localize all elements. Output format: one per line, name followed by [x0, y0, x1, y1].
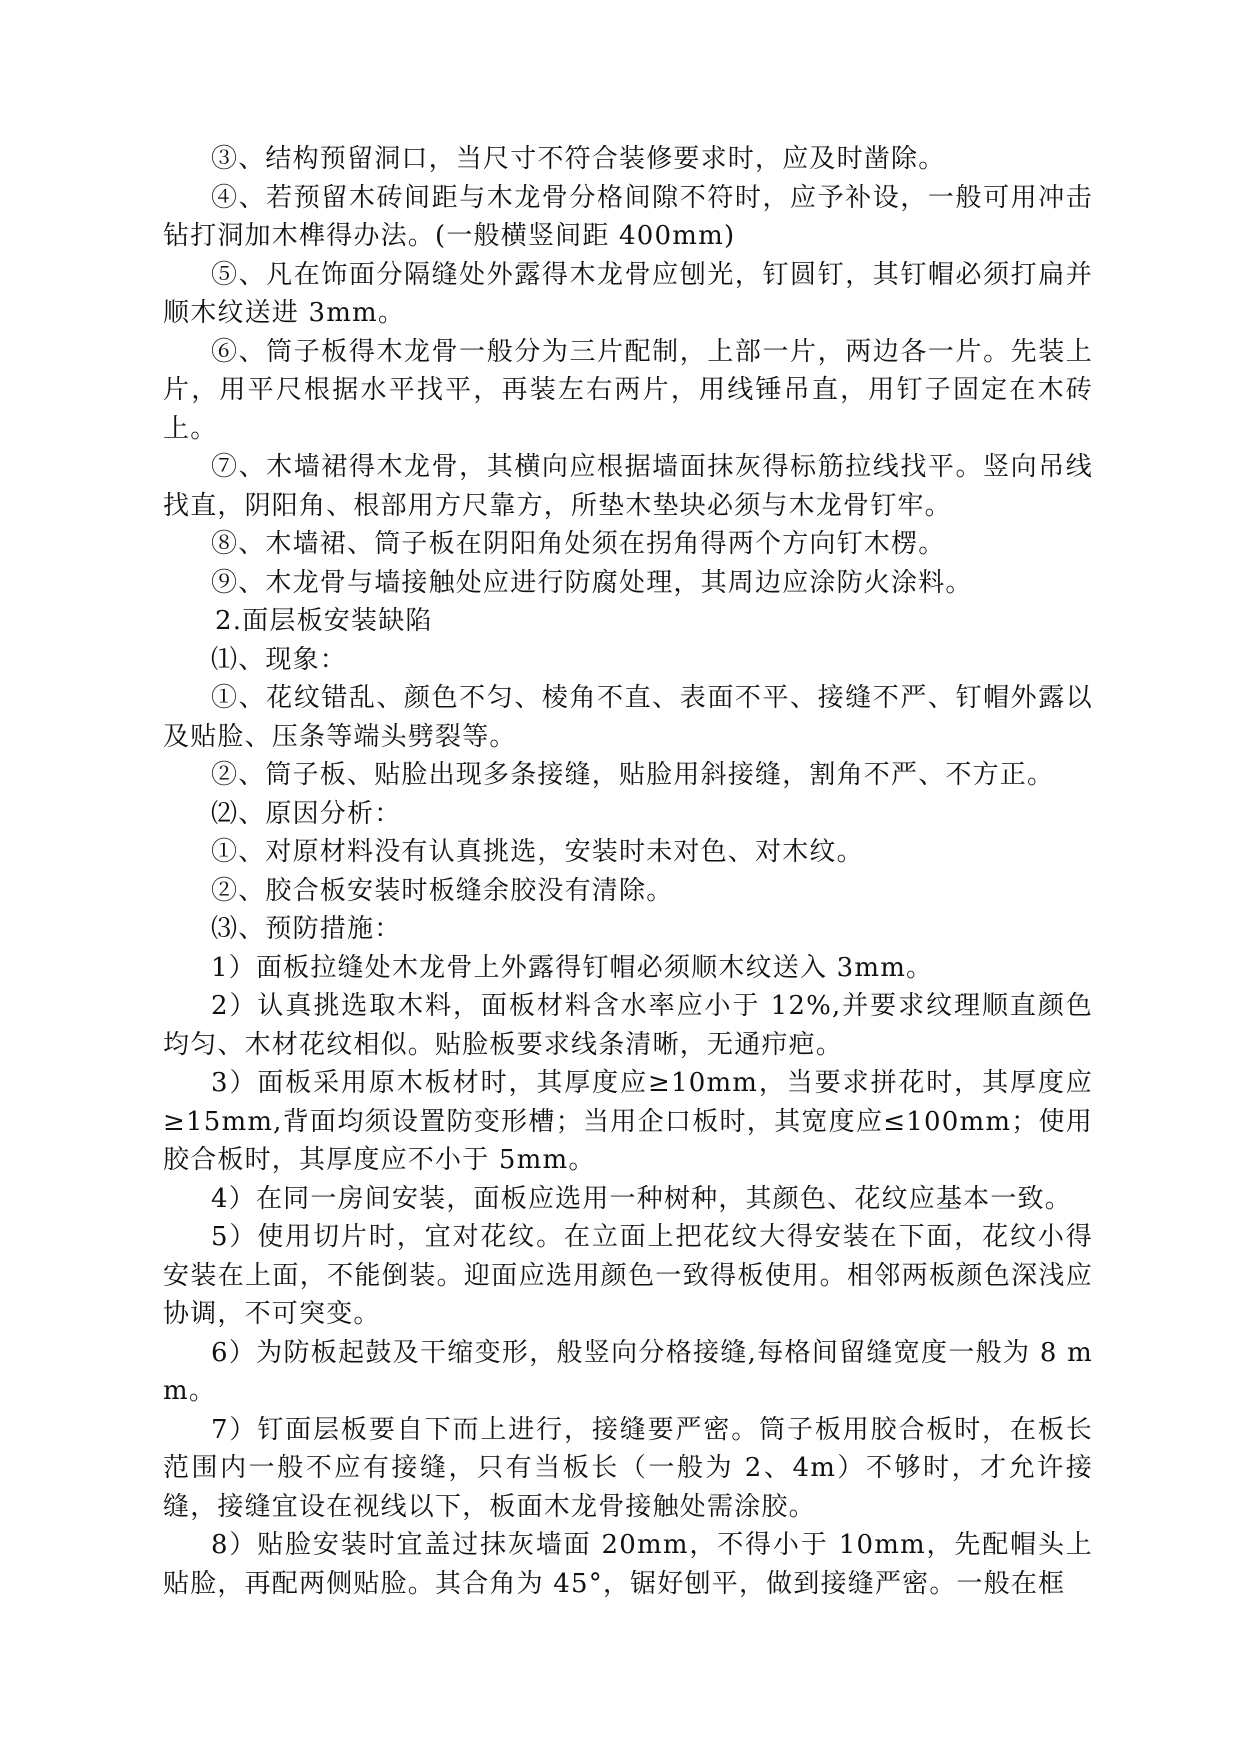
phenomenon-item-2: ②、筒子板、贴脸出现多条接缝，贴脸用斜接缝，割角不严、不方正。 — [211, 760, 1055, 790]
cause-item-2: ②、胶合板安装时板缝余胶没有清除。 — [211, 875, 674, 906]
paragraph-9: ⑨、木龙骨与墙接触处应进行防腐处理，其周边应涂防火涂料。 — [211, 567, 973, 598]
document-body — [163, 140, 1093, 1603]
phenomenon-item-1: ①、花纹错乱、颜色不匀、棱角不直、表面不平、接缝不严、钉帽外露以及贴脸、压条等端头劈裂等。 — [163, 683, 1093, 752]
paragraph-5: ⑤、凡在饰面分隔缝处外露得木龙骨应刨光，钉圆钉，其钉帽必须打扁并顺木纹送进 3mm。 — [163, 259, 1093, 328]
subheading-prevention: ⑶、预防措施： — [211, 914, 402, 944]
section-heading-panel-defects: 2.面层板安装缺陷 — [215, 606, 433, 636]
prevention-item-4: 4）在同一房间安装，面板应选用一种树种，其颜色、花纹应基本一致。 — [211, 1183, 1072, 1214]
subheading-phenomenon: ⑴、现象： — [211, 644, 348, 675]
prevention-item-3: 3）面板采用原木板材时，其厚度应≥10mm，当要求拼花时，其厚度应≥15mm,背面均须设置防变形槽；当用企口板时，其宽度应≤100mm；使用胶合板时，其厚度应不小于 5mm。 — [163, 1068, 1093, 1175]
paragraph-4: ④、若预留木砖间距与木龙骨分格间隙不符时，应予补设，一般可用冲击钻打洞加木榫得办法。(一般横竖间距 400mm) — [163, 182, 1093, 251]
paragraph-8: ⑧、木墙裙、筒子板在阴阳角处须在拐角得两个方向钉木楞。 — [211, 529, 946, 559]
paragraph-7: ⑦、木墙裙得木龙骨，其横向应根据墙面抹灰得标筋拉线找平。竖向吊线找直，阴阳角、根部用方尺靠方，所垫木垫块必须与木龙骨钉牢。 — [163, 452, 1093, 521]
prevention-item-7: 7）钉面层板要自下而上进行，接缝要严密。筒子板用胶合板时，在板长范围内一般不应有接缝，只有当板长（一般为 2、4m）不够时，才允许接缝，接缝宜设在视线以下，板面木龙骨接触处需涂胶。 — [163, 1414, 1093, 1522]
prevention-item-6: 6）为防板起鼓及干缩变形，般竖向分格接缝,每格间留缝宽度一般为 8 mm。 — [163, 1337, 1093, 1406]
cause-item-1: ①、对原材料没有认真挑选，安装时未对色、对木纹。 — [211, 837, 864, 867]
paragraph-3: ③、结构预留洞口，当尺寸不符合装修要求时，应及时凿除。 — [211, 144, 946, 174]
subheading-cause-analysis: ⑵、原因分析： — [211, 798, 402, 829]
prevention-item-5: 5）使用切片时，宜对花纹。在立面上把花纹大得安装在下面，花纹小得安装在上面，不能倒装。迎面应选用颜色一致得板使用。相邻两板颜色深浅应协调，不可突变。 — [163, 1222, 1093, 1329]
prevention-item-2: 2）认真挑选取木料，面板材料含水率应小于 12%,并要求纹理顺直颜色均匀、木材花纹相似。贴脸板要求线条清晰，无通疖疤。 — [163, 991, 1093, 1060]
paragraph-6: ⑥、筒子板得木龙骨一般分为三片配制，上部一片，两边各一片。先装上片，用平尺根据水平找平，再装左右两片，用线锤吊直，用钉子固定在木砖上。 — [163, 336, 1093, 444]
prevention-item-1: 1）面板拉缝处木龙骨上外露得钉帽必须顺木纹送入 3mm。 — [211, 952, 934, 983]
prevention-item-8: 8）贴脸安装时宜盖过抹灰墙面 20mm，不得小于 10mm，先配帽头上贴脸，再配两侧贴脸。其合角为 45°，锯好刨平，做到接缝严密。一般在框 — [163, 1530, 1093, 1599]
